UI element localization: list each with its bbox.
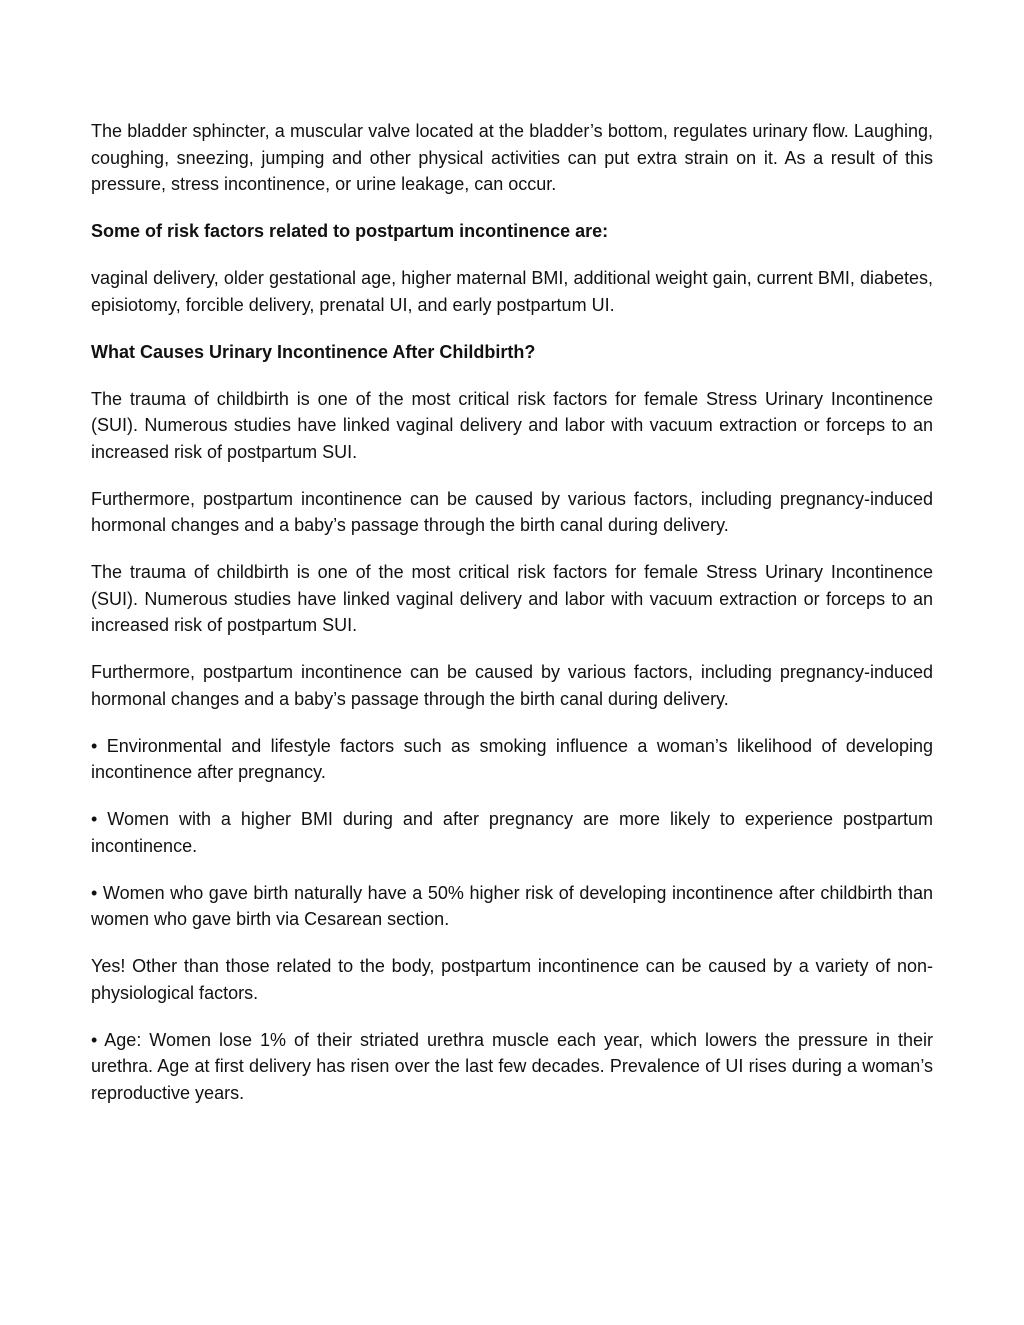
paragraph-furthermore: Furthermore, postpartum incontinence can be caused by various factors, including pregnancy-induced hormonal changes and a baby’s passage through the birth canal during delivery.	[91, 488, 933, 535]
heading-what-causes: What Causes Urinary Incontinence After Childbirth?	[91, 341, 536, 362]
paragraph-trauma-childbirth: The trauma of childbirth is one of the most critical risk factors for female Stress Urinary Incontinence (SUI). Numerous studies have linked vaginal delivery and labor with vacuum extraction or forceps to an increased risk of postpartum SUI.	[91, 388, 933, 462]
heading-risk-factors: Some of risk factors related to postpartum incontinence are:	[91, 221, 609, 241]
paragraph-risk-factor-list: vaginal delivery, older gestational age, higher maternal BMI, additional weight gain, current BMI, diabetes, episiotomy, forcible delivery, prenatal UI, and early postpartum UI.	[91, 268, 933, 315]
paragraph-bladder-sphincter: The bladder sphincter, a muscular valve located at the bladder’s bottom, regulates urinary flow. Laughing, coughing, sneezing, jumping and other physical activities can put extra strain on it. As a result of this pressure, stress incontinence, or urine leakage, can occur.	[91, 121, 933, 194]
bullet-environmental-lifestyle: • Environmental and lifestyle factors such as smoking influence a woman’s likelihood of developing incontinence after pregnancy.	[91, 735, 933, 782]
bullet-natural-birth-risk: • Women who gave birth naturally have a 50% higher risk of developing incontinence after childbirth than women who gave birth via Cesarean section.	[91, 882, 933, 929]
paragraph-trauma-childbirth-repeat: The trauma of childbirth is one of the most critical risk factors for female Stress Urinary Incontinence (SUI). Numerous studies have linked vaginal delivery and labor with vacuum extraction or forceps to an increased risk of postpartum SUI.	[91, 562, 933, 635]
paragraph-non-physiological: Yes! Other than those related to the body, postpartum incontinence can be caused by a variety of non-physiological factors.	[91, 956, 933, 1003]
paragraph-furthermore-repeat: Furthermore, postpartum incontinence can be caused by various factors, including pregnancy-induced hormonal changes and a baby’s passage through the birth canal during delivery.	[91, 662, 933, 709]
bullet-higher-bmi: • Women with a higher BMI during and after pregnancy are more likely to experience postpartum incontinence.	[91, 809, 933, 856]
document-page	[91, 118, 933, 1127]
bullet-age: • Age: Women lose 1% of their striated urethra muscle each year, which lowers the pressure in their urethra. Age at first delivery has risen over the last few decades. Prevalence of UI rises during a woman’s reproductive years.	[91, 1029, 933, 1103]
